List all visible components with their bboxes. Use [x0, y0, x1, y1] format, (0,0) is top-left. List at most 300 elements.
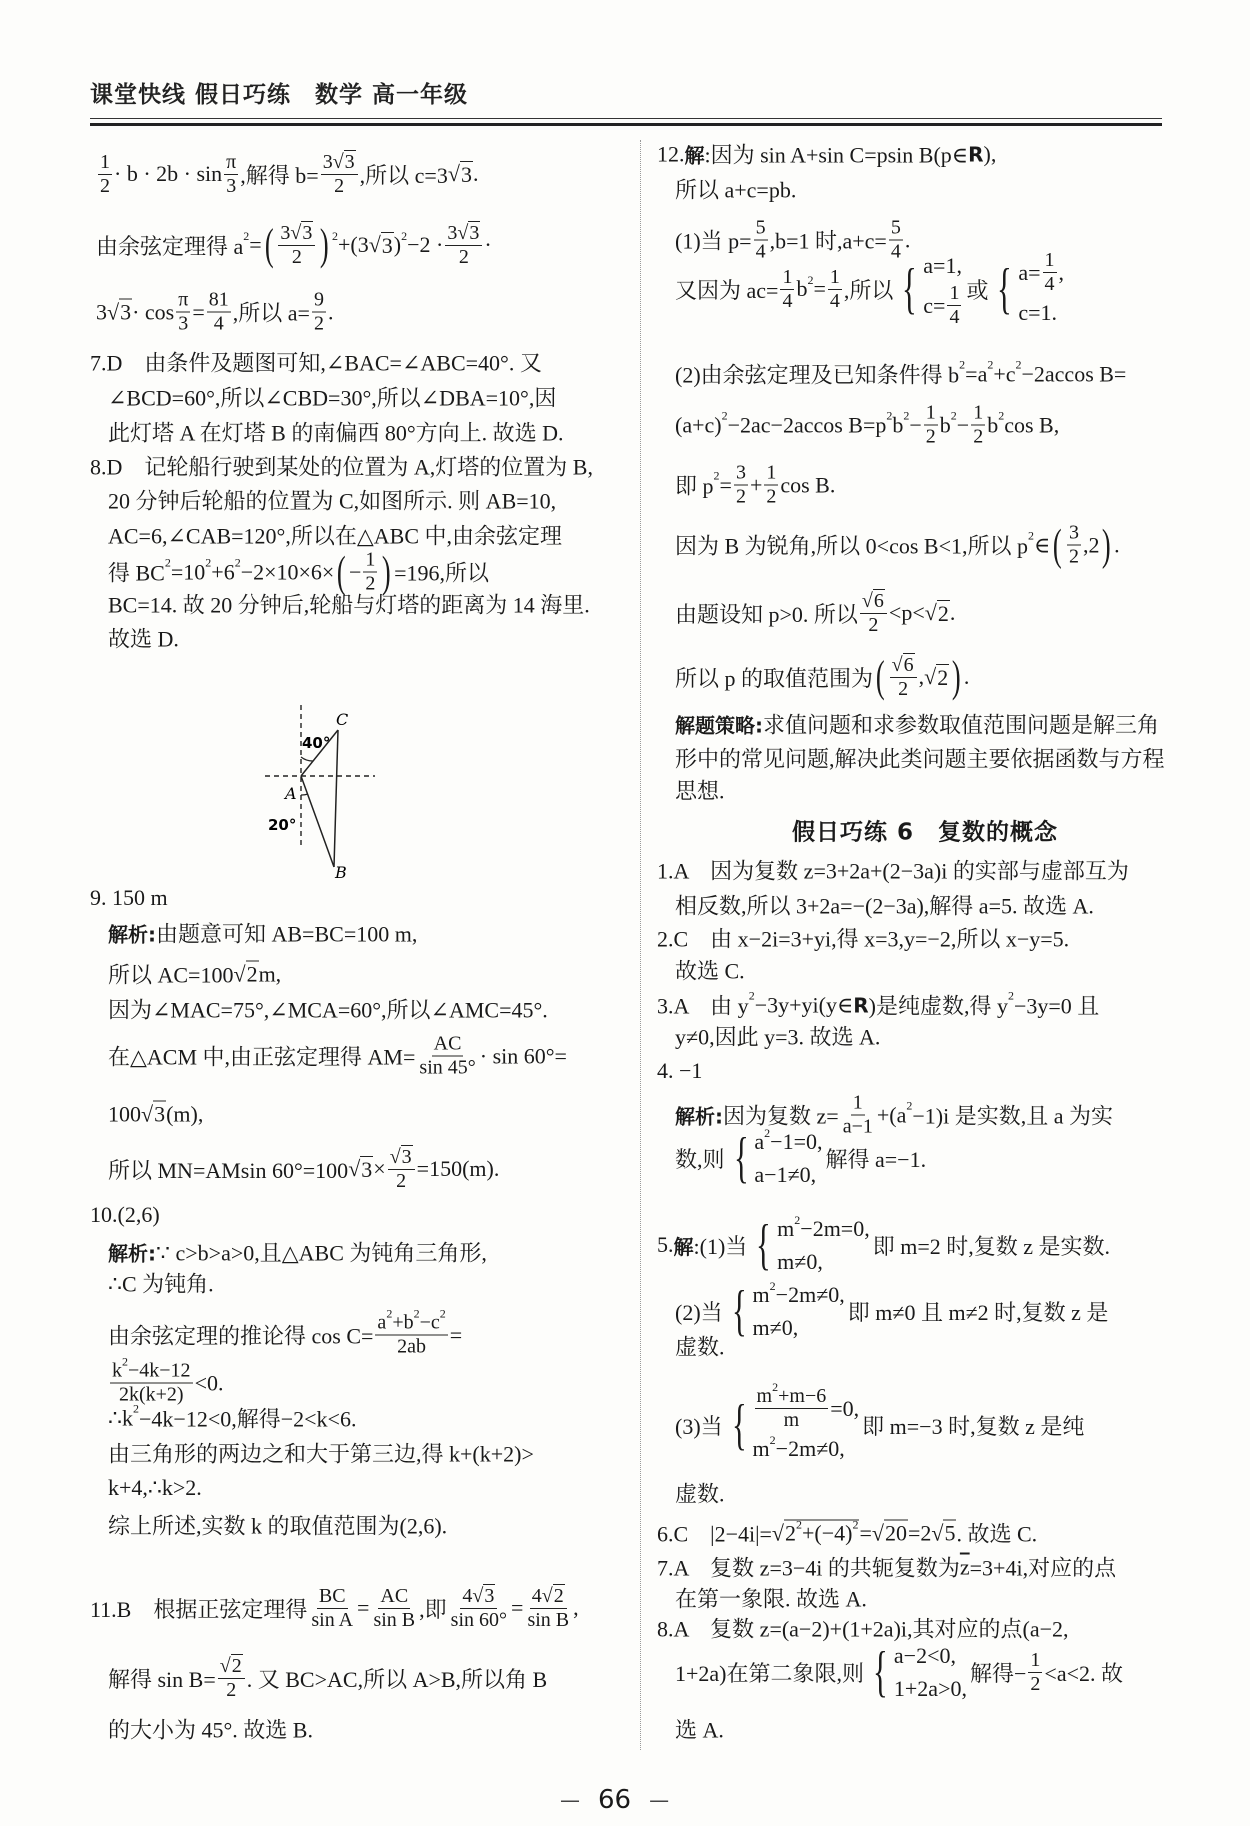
text-run: ∴C 为钝角. [108, 1271, 214, 1297]
text-run: ∠BCD=60°,所以∠CBD=30°,所以∠DBA=10°,因 [108, 385, 557, 411]
fraction [1028, 1649, 1042, 1696]
superscript: 2 [401, 228, 408, 243]
text-line [108, 1237, 487, 1268]
text-run: +(a [876, 1102, 907, 1127]
text-run: 20 [884, 1520, 907, 1546]
text-line [657, 139, 996, 170]
fraction [525, 1584, 571, 1632]
left-paren: ( [875, 652, 885, 701]
angle-arc-40 [301, 757, 313, 761]
system-row [923, 249, 963, 282]
text-run: · b · 2b · sin [114, 161, 223, 186]
radicand [873, 589, 885, 613]
column-divider [640, 140, 641, 1750]
text-run: −2ac−2accos B=p [727, 412, 887, 437]
text-run: 2 [553, 1585, 564, 1607]
text-line [96, 221, 492, 269]
bold-label: 解 [684, 143, 705, 168]
text-line [657, 855, 1129, 886]
radicand [460, 161, 473, 188]
text-line [108, 1654, 547, 1702]
text-run: a [377, 1311, 387, 1334]
text-run: 2 [226, 1679, 237, 1701]
text-line [108, 1354, 224, 1407]
superscript: 2 [133, 1401, 139, 1416]
bold-label: 解题策略: [675, 713, 763, 738]
superscript: 2 [243, 228, 250, 243]
bold-label: R [968, 142, 984, 166]
fraction-numerator [321, 150, 358, 175]
fraction-denominator [224, 175, 238, 198]
fraction [755, 1379, 829, 1432]
text-run: 数,则 [675, 1146, 725, 1172]
text-run: 由题设知 p>0. 所以 [675, 601, 858, 627]
text-run: 3 [460, 161, 472, 187]
superscript: 2 [164, 555, 171, 570]
radical-sign: √ [447, 161, 460, 186]
fraction-denominator [971, 426, 985, 449]
radical-sign: √ [332, 150, 344, 173]
radical-sign: √ [457, 221, 469, 244]
text-run: 形中的常见问题,解决此类问题主要依据函数与方程 [675, 746, 1165, 772]
angle-20-label: 20° [268, 816, 297, 834]
text-run: 2 [785, 1520, 796, 1546]
bold-label: 解析: [108, 1241, 156, 1266]
fraction-numerator [110, 1354, 193, 1384]
fraction-denominator [417, 1057, 477, 1080]
text-line [675, 1478, 725, 1509]
text-run: m [752, 1282, 770, 1307]
fraction-denominator [924, 426, 938, 449]
text-run: :(1)当 [693, 1233, 748, 1259]
text-run: 4 [755, 240, 766, 263]
superscript: 2 [794, 1212, 801, 1227]
text-run: ,b=1 时,a+c= [769, 228, 887, 254]
fraction-denominator [734, 486, 748, 509]
text-run: 6 [903, 654, 914, 676]
text-run: . [949, 600, 956, 625]
text-run: =2 [907, 1520, 932, 1545]
text-run: ∵ c>b>a>0,且△ABC 为钝角三角形, [156, 1240, 487, 1266]
page-number-dash: — [560, 1788, 580, 1812]
fraction [890, 653, 917, 701]
text-run: 虚数. [675, 1334, 725, 1360]
fraction [388, 1145, 415, 1193]
text-run: 或 [966, 277, 989, 303]
text-line [675, 522, 1120, 569]
angle-arc-20 [301, 794, 308, 795]
segment-cb [334, 730, 338, 867]
text-run: , [918, 664, 925, 689]
fraction-denominator [525, 1609, 571, 1632]
fraction-denominator [312, 313, 326, 336]
fraction-denominator [371, 1609, 417, 1632]
text-run: 5. [657, 1232, 674, 1257]
text-run: 8.A 复数 z=(a−2)+(1+2a)i,其对应的点(a−2, [657, 1616, 1069, 1642]
text-run: · sin 60°= [479, 1043, 567, 1068]
fraction-numerator [98, 151, 112, 175]
section-heading: 假日巧练 6 复数的概念 [791, 819, 1058, 846]
text-run: 的大小为 45°. 故选 B. [108, 1717, 313, 1743]
fraction-denominator [449, 1609, 509, 1632]
text-run: a [754, 1129, 765, 1154]
text-run: (1)当 p= [675, 228, 752, 254]
fraction-numerator [860, 589, 887, 614]
fraction-numerator [530, 1584, 567, 1609]
text-run: 5 [890, 216, 901, 239]
text-run: 7.D 由条件及题图可知,∠BAC=∠ABC=40°. 又 [90, 350, 542, 376]
fraction [278, 221, 315, 269]
text-run: m≠0, [752, 1315, 799, 1340]
text-run: 1 [925, 401, 936, 424]
text-run: sin A [311, 1608, 354, 1631]
text-run: ,解得 b= [240, 162, 319, 188]
superscript: 2 [764, 1125, 771, 1140]
radicand [784, 1517, 859, 1547]
fraction [218, 1654, 245, 1702]
text-run: AC [433, 1032, 462, 1055]
superscript: 2 [331, 228, 338, 243]
text-line [675, 653, 969, 701]
bold-label: 解 [673, 1234, 694, 1259]
parenthesized [262, 221, 332, 269]
fraction [417, 1033, 477, 1080]
text-run: )是纯虚数,得 y [868, 993, 1008, 1019]
text-run: y≠0,因此 y=3. 故选 A. [675, 1024, 881, 1050]
system-rows [1018, 249, 1064, 329]
text-run: <0. [194, 1370, 224, 1395]
radicand [119, 299, 132, 326]
text-run: 综上所述,实数 k 的取值范围为(2,6). [108, 1513, 448, 1539]
fraction-denominator [782, 1409, 802, 1432]
radicand [468, 221, 480, 245]
radicand [483, 1584, 495, 1608]
radical-sign: √ [924, 664, 937, 689]
fraction-numerator [224, 151, 238, 175]
text-line [108, 1033, 567, 1080]
text-run: 3 [401, 1146, 412, 1168]
text-run: = [859, 1520, 872, 1545]
text-run: ,即 [419, 1596, 447, 1622]
text-run: 2 [246, 961, 258, 987]
point-b-label: B [335, 863, 347, 880]
text-run: 2 [973, 425, 984, 448]
fraction-numerator [889, 217, 903, 241]
radicand [401, 1145, 413, 1169]
text-run: 因为∠MAC=75°,∠MCA=60°,所以∠AMC=45°. [108, 997, 548, 1023]
text-run: =150(m). [416, 1156, 500, 1181]
text-run: + [749, 472, 763, 497]
text-line [675, 743, 1165, 774]
text-line [675, 709, 1159, 740]
superscript: 2 [413, 1306, 420, 1321]
text-run: 1 [852, 1091, 863, 1114]
text-run: 11.B 根据正弦定理得 [90, 1596, 308, 1622]
text-line [675, 1583, 867, 1614]
fraction [780, 266, 794, 313]
superscript: 2 [122, 1354, 128, 1369]
text-run: 2 [365, 572, 376, 595]
text-run: 3 [735, 461, 746, 484]
system-row [753, 1379, 860, 1432]
radical-sign: √ [368, 232, 381, 257]
text-line [108, 485, 556, 516]
radical-sign: √ [107, 299, 120, 324]
text-run: 6 [873, 590, 884, 612]
fraction [312, 289, 326, 336]
system-row [753, 1278, 845, 1311]
fraction-numerator [755, 1379, 829, 1409]
square-root [141, 1101, 166, 1128]
radical-sign: √ [219, 1654, 231, 1677]
text-run: 6.C |2−4i|= [657, 1521, 772, 1547]
square-root [472, 1584, 495, 1608]
text-run: 所以 p 的取值范围为 [675, 665, 874, 691]
text-run: = [511, 1595, 524, 1620]
text-run: 3 [302, 222, 313, 244]
text-line [90, 451, 593, 482]
text-run: 1 [1030, 1648, 1041, 1671]
text-line [108, 1714, 313, 1745]
text-run: 2 [937, 600, 949, 626]
fraction-numerator [378, 1585, 410, 1609]
fraction-denominator [780, 290, 794, 313]
text-run: 故选 C. [675, 958, 745, 984]
text-line [108, 1475, 202, 1501]
fraction-numerator [218, 1654, 245, 1679]
fraction-numerator [207, 289, 231, 313]
text-run: 1 [766, 461, 777, 484]
text-run: −2 · [407, 232, 444, 257]
text-run: AC [380, 1584, 409, 1607]
text-run: 4 [213, 312, 224, 335]
fraction-numerator [1067, 522, 1081, 546]
fraction [309, 1585, 355, 1632]
text-run: −1=0, [770, 1129, 823, 1154]
text-run: . [963, 664, 970, 689]
fraction [860, 589, 887, 637]
text-run: . 又 BC>AC,所以 A>B,所以角 B [246, 1666, 548, 1692]
bold-label: R [853, 993, 869, 1017]
radical-sign: √ [541, 1584, 553, 1607]
system-rows [894, 1639, 967, 1705]
square-root [333, 150, 356, 174]
system-row [753, 1432, 860, 1465]
text-run: 3 [280, 221, 291, 244]
fraction-denominator [98, 175, 112, 198]
text-run: 2 [231, 1655, 242, 1677]
text-run: (a+c) [675, 412, 722, 437]
fraction-denominator [212, 313, 226, 336]
fraction [98, 151, 112, 198]
text-run: 20 分钟后轮船的位置为 C,如图所示. 则 AB=10, [108, 488, 557, 514]
system-rows [923, 249, 963, 329]
left-brace: { [997, 258, 1013, 320]
fraction-numerator [764, 462, 778, 486]
text-run: 2 [334, 175, 345, 197]
text-run: −4k−12<0,解得−2<k<6. [139, 1406, 357, 1432]
radicand [903, 653, 915, 677]
superscript: 2 [769, 1432, 776, 1447]
point-c-label: C [336, 710, 349, 729]
text-run: (2)由余弦定理及已知条件得 b [675, 362, 960, 388]
fraction [828, 266, 842, 313]
text-line [108, 959, 281, 990]
fraction-numerator [278, 221, 315, 246]
text-line [675, 1639, 1123, 1705]
text-line [675, 1021, 880, 1052]
text-run: 2 [396, 1170, 407, 1192]
text-run: = [357, 1595, 370, 1620]
text-line [108, 520, 562, 551]
text-run: −3y+yi(y∈ [754, 992, 854, 1017]
segment-ab [301, 776, 334, 867]
fraction-numerator [445, 221, 482, 246]
text-run: = [719, 472, 732, 497]
fraction-denominator [828, 290, 842, 313]
text-run: =a [965, 361, 988, 386]
radical-sign: √ [389, 1145, 401, 1168]
right-paren: ) [320, 220, 330, 269]
text-run: 4 [462, 1584, 473, 1607]
equation-system [750, 1212, 869, 1278]
text-run: 2 [937, 664, 949, 690]
system-row [777, 1245, 870, 1278]
text-line [108, 1403, 356, 1434]
text-run: = [449, 1322, 463, 1347]
text-run: −2m≠0, [775, 1436, 845, 1461]
header-rule-thick [90, 123, 1162, 126]
fraction-numerator [971, 402, 985, 426]
fraction-denominator [896, 678, 910, 701]
square-root [457, 221, 480, 245]
radicand [884, 1520, 908, 1547]
fraction-denominator [176, 313, 190, 336]
text-run: 5 [944, 1520, 956, 1546]
left-brace: { [873, 1641, 888, 1703]
text-run: 2ab [397, 1335, 427, 1358]
fraction-numerator [176, 289, 190, 313]
text-run: ,所以 a= [232, 300, 310, 326]
superscript: 2 [906, 1098, 913, 1113]
system-row [894, 1639, 967, 1672]
text-run: 81 [208, 288, 229, 311]
text-run: −1)i 是实数,且 a 为实 [912, 1103, 1113, 1129]
text-run: 2 [291, 246, 302, 268]
text-line [90, 347, 542, 378]
radicand [360, 1156, 373, 1183]
text-run: 解得 sin B= [108, 1666, 216, 1692]
text-run: +(−4) [802, 1520, 853, 1546]
text-run: 解得− [969, 1660, 1027, 1686]
text-line [90, 1202, 160, 1228]
system-row [894, 1672, 967, 1705]
text-run: 3 [469, 222, 480, 244]
superscript: 2 [439, 1306, 446, 1321]
fraction [110, 1354, 193, 1407]
text-line [675, 1331, 725, 1362]
radical-sign: √ [861, 589, 873, 612]
fraction-numerator [460, 1584, 497, 1609]
text-run: − [956, 412, 970, 437]
text-run: (2)当 [675, 1299, 723, 1325]
left-paren: ( [1053, 520, 1063, 569]
text-run: b [939, 412, 951, 437]
square-root [924, 664, 949, 691]
fraction [445, 221, 482, 269]
superscript: 2 [852, 1517, 859, 1531]
text-run: 100 [108, 1101, 141, 1126]
text-run: 求值问题和求参数取值范围问题是解三角 [763, 712, 1160, 738]
text-run: . [1114, 532, 1120, 557]
equation-system [896, 249, 963, 329]
fraction [734, 462, 748, 509]
text-line [657, 1518, 1037, 1549]
square-root [872, 1520, 908, 1547]
text-run: 12. [657, 141, 685, 166]
fraction-denominator [224, 1679, 238, 1702]
fraction [176, 289, 190, 336]
fraction-numerator [432, 1033, 464, 1057]
text-run: −2×10×6× [240, 559, 335, 584]
superscript: 2 [807, 272, 814, 287]
system-row [777, 1212, 870, 1245]
text-run: × [373, 1156, 386, 1181]
radicand [937, 600, 950, 627]
text-run: 2 [766, 485, 777, 508]
text-run: 8.D 记轮船行驶到某处的位置为 A,灯塔的位置为 B, [90, 454, 593, 480]
text-run: 2 [100, 174, 110, 197]
text-line [675, 1714, 724, 1745]
right-paren: ) [952, 652, 961, 701]
text-line [675, 775, 725, 806]
fraction [947, 282, 961, 329]
text-line [675, 462, 835, 509]
text-run: −c [419, 1311, 440, 1334]
text-run: 1 [1044, 249, 1055, 271]
fraction-numerator [924, 402, 938, 426]
radicand [381, 232, 394, 259]
fraction [1067, 522, 1081, 569]
text-run: 3 [120, 299, 132, 325]
fraction [224, 151, 238, 198]
text-line [108, 1438, 534, 1469]
square-root [220, 1654, 243, 1678]
text-run: 即 m=−3 时,复数 z 是纯 [862, 1413, 1085, 1439]
text-run: +(3 [337, 232, 369, 257]
radicand [936, 664, 949, 691]
fraction-denominator [309, 1609, 355, 1632]
superscript: 2 [959, 357, 966, 372]
text-run: ), [983, 141, 997, 166]
text-run: ,所以 [843, 277, 894, 303]
system-rows [752, 1379, 860, 1465]
fraction-numerator [363, 549, 377, 573]
text-run: 由余弦定理得 a [96, 233, 244, 259]
text-run: m, [258, 961, 282, 986]
fraction-denominator [457, 246, 471, 269]
text-line [675, 249, 1067, 329]
square-root [348, 1156, 373, 1183]
text-run: π [178, 288, 189, 311]
fraction-numerator [828, 266, 842, 290]
fraction-numerator [947, 282, 961, 306]
text-run: 2k(k+2) [118, 1383, 184, 1406]
point-a-label: A [285, 784, 297, 803]
text-run: 3 [484, 1585, 495, 1607]
fraction-denominator [947, 306, 961, 329]
equation-system [867, 1639, 967, 1705]
